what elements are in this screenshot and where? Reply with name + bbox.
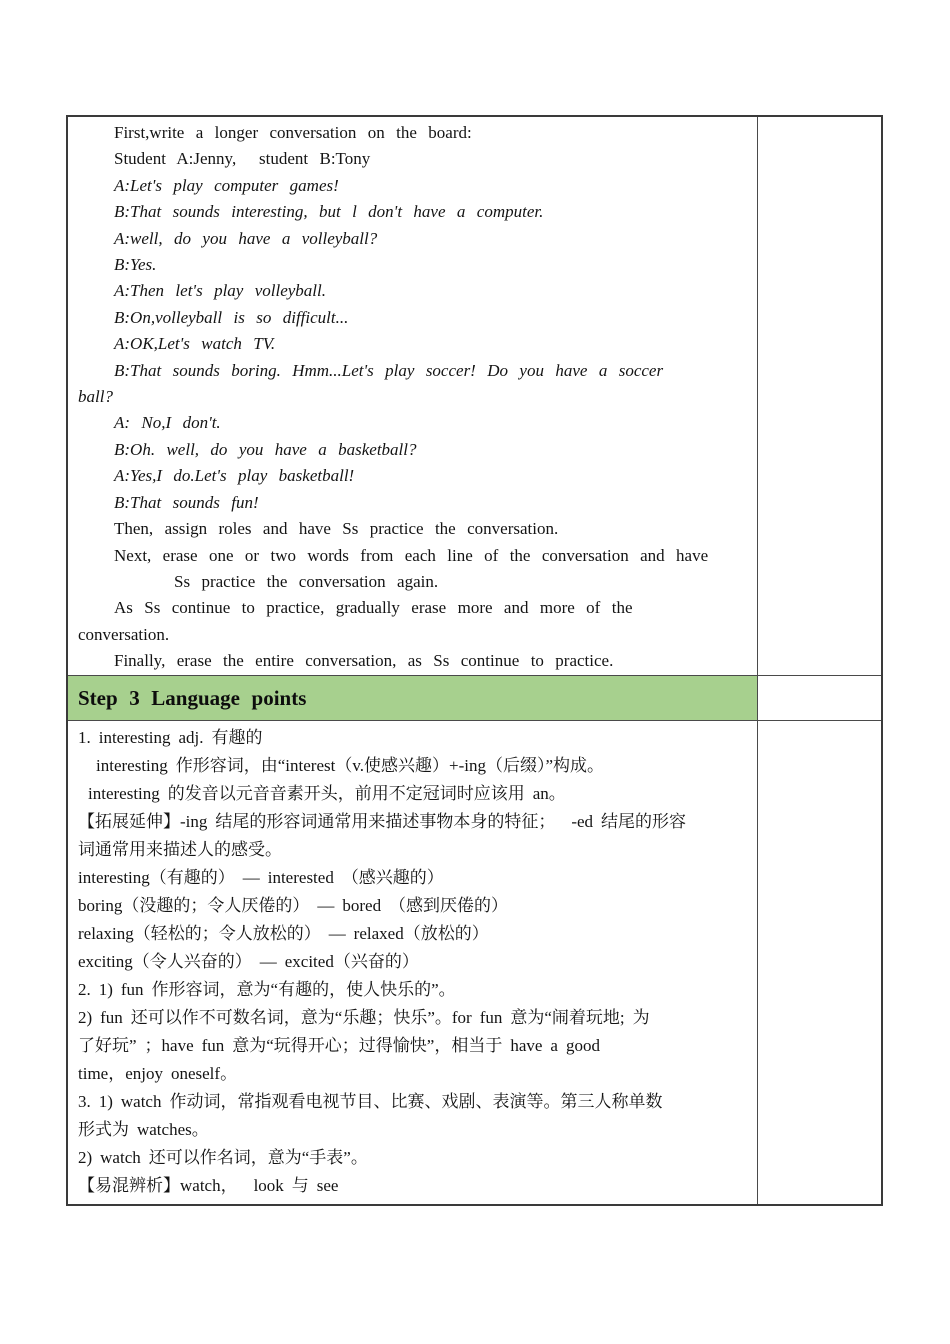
text-line: 2. 1) fun 作形容词，意为“有趣的，使人快乐的”。 [78,980,456,999]
text-line: B:That sounds interesting, but l don't have a computer. [114,202,544,222]
text-line: A:Yes,I do.Let's play basketball! [114,466,355,486]
text-line: Student A:Jenny, student B:Tony [114,149,371,169]
text-line: Ss practice the conversation again. [174,571,439,591]
step3-header-cell [68,675,757,720]
text-line: A:Let's play computer games! [114,175,339,195]
text-line: 【易混辨析】watch， look 与 see [78,1176,339,1195]
text-line: 2) fun 还可以作不可数名词，意为“乐趣；快乐”。for fun 意为“闹着玩地; 为 [78,1008,650,1027]
text-line: 了好玩” ；have fun 意为“玩得开心；过得愉快”，相当于 have a good [78,1036,600,1055]
notes-column-row-step3 [757,675,881,720]
text-line: 2) watch 还可以作名词，意为“手表”。 [78,1148,368,1167]
text-line: B:That sounds boring. Hmm...Let's play soccer! Do you have a soccer [114,360,664,380]
text-line: B:Oh. well, do you have a basketball? [114,439,417,459]
text-line: As Ss continue to practice, gradually erase more and more of the [114,598,633,618]
notes-column-row-conversation [757,117,881,675]
text-line: conversation. [78,624,170,644]
text-line: First,write a longer conversation on the board: [114,123,472,142]
text-line: B:Yes. [114,255,157,275]
text-line: A:Then let's play volleyball. [114,281,327,301]
conversation-cell [68,117,757,675]
text-line: 3. 1) watch 作动词，常指观看电视节目、比赛、戏剧、表演等。第三人称单数 [78,1092,663,1111]
text-line: B:That sounds fun! [114,492,259,512]
text-line: 【拓展延伸】-ing 结尾的形容词通常用来描述事物本身的特征； -ed 结尾的形容 [78,812,687,831]
text-line: ball? [78,387,113,407]
text-line: Finally, erase the entire conversation, as Ss continue to practice. [114,651,614,671]
language-points-cell [68,720,757,1204]
text-line: 词通常用来描述人的感受。 [78,840,282,859]
text-line: A:well, do you have a volleyball? [114,228,378,248]
text-line: Then, assign roles and have Ss practice the conversation. [114,519,559,539]
text-line: B:On,volleyball is so difficult... [114,307,349,327]
text-line: 1. interesting adj. 有趣的 [78,728,263,747]
lesson-plan-table [66,115,883,1206]
text-line: Next, erase one or two words from each line of the conversation and have [114,545,709,565]
text-line: A: No,I don't. [114,413,221,433]
step3-header-label: Step 3 Language points [78,685,307,710]
text-line: 形式为 watches。 [78,1120,209,1139]
text-line: A:OK,Let's watch TV. [114,334,276,354]
text-line: interesting 的发音以元音音素开头，前用不定冠词时应该用 an。 [88,784,566,803]
text-line: relaxing（轻松的；令人放松的） — relaxed（放松的） [78,924,489,943]
text-line: time，enjoy oneself。 [78,1064,238,1083]
text-line: interesting 作形容词，由“interest（v.使感兴趣）+-ing（后缀）”构成。 [96,756,604,775]
text-line: boring（没趣的；令人厌倦的） — bored （感到厌倦的） [78,896,509,915]
text-line: exciting（令人兴奋的） — excited（兴奋的） [78,952,419,971]
notes-column-row-language [757,720,881,1204]
text-line: interesting（有趣的） — interested （感兴趣的） [78,868,444,887]
